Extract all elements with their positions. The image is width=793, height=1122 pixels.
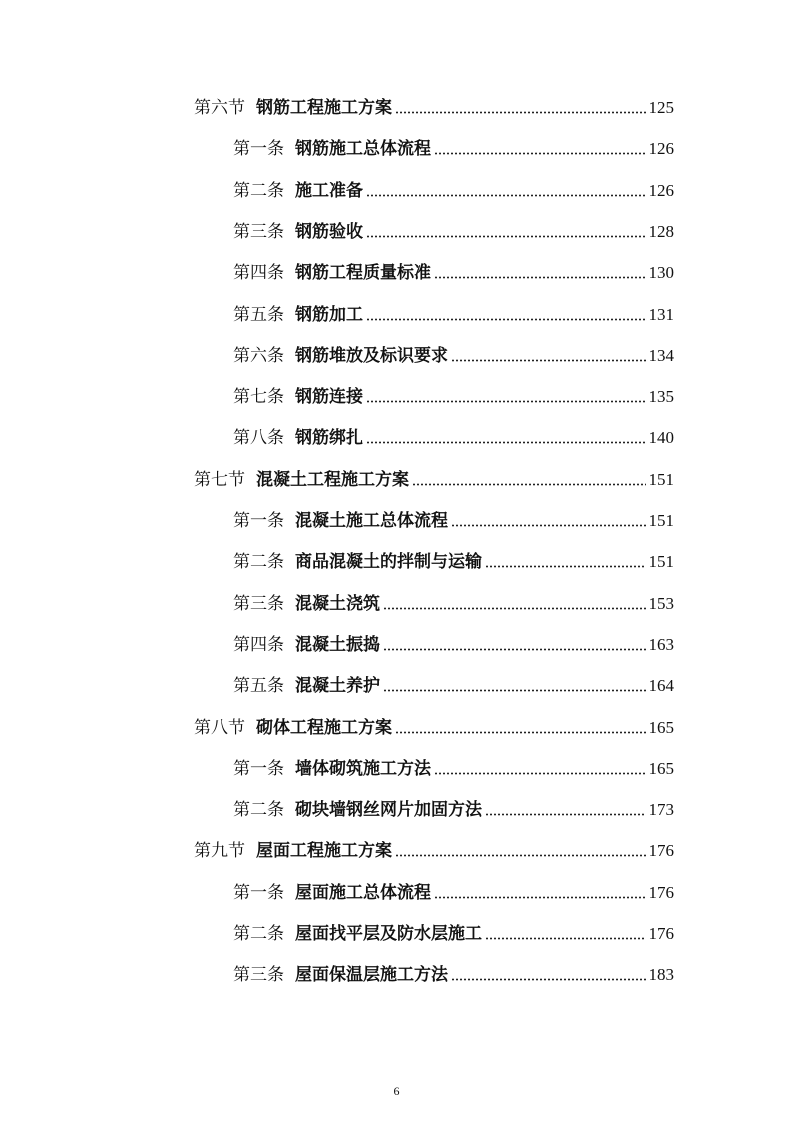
toc-entry-page: 173 bbox=[648, 800, 674, 819]
toc-entry-number: 第八条 bbox=[233, 428, 284, 448]
toc-entry-number: 第九节 bbox=[194, 841, 245, 861]
toc-entry-title: 屋面找平层及防水层施工 bbox=[295, 924, 482, 944]
toc-dot-leader bbox=[383, 689, 646, 692]
toc-dot-leader bbox=[485, 813, 646, 816]
toc-entry-title: 钢筋验收 bbox=[295, 222, 363, 242]
toc-dot-leader bbox=[434, 152, 646, 155]
toc-dot-leader bbox=[383, 648, 646, 651]
toc-entry-page: 176 bbox=[648, 924, 674, 943]
toc-entry-title: 混凝土工程施工方案 bbox=[256, 470, 409, 490]
toc-entry-page: 176 bbox=[648, 883, 674, 902]
toc-entry-title: 钢筋绑扎 bbox=[295, 428, 363, 448]
toc-article-entry[interactable] bbox=[233, 177, 674, 205]
toc-dot-leader bbox=[485, 565, 646, 568]
toc-entry-number: 第一条 bbox=[233, 139, 284, 159]
toc-entry-page: 130 bbox=[648, 263, 674, 282]
toc-article-entry[interactable] bbox=[233, 548, 674, 576]
toc-entry-number: 第三条 bbox=[233, 594, 284, 614]
toc-article-entry[interactable] bbox=[233, 631, 674, 659]
toc-article-entry[interactable] bbox=[233, 301, 674, 329]
toc-entry-page: 176 bbox=[648, 841, 674, 860]
toc-article-entry[interactable] bbox=[233, 218, 674, 246]
toc-entry-number: 第四条 bbox=[233, 263, 284, 283]
toc-entry-page: 153 bbox=[648, 594, 674, 613]
page-number: 6 bbox=[393, 1084, 400, 1098]
toc-entry-title: 钢筋堆放及标识要求 bbox=[295, 346, 448, 366]
toc-article-entry[interactable] bbox=[233, 342, 674, 370]
toc-entry-title: 砌块墙钢丝网片加固方法 bbox=[295, 800, 482, 820]
toc-entry-title: 混凝土养护 bbox=[295, 676, 380, 696]
toc-dot-leader bbox=[451, 524, 646, 527]
toc-entry-number: 第三条 bbox=[233, 222, 284, 242]
toc-dot-leader bbox=[434, 896, 646, 899]
toc-entry-title: 钢筋工程施工方案 bbox=[256, 98, 392, 118]
toc-entry-title: 混凝土振捣 bbox=[295, 635, 380, 655]
toc-article-entry[interactable] bbox=[233, 879, 674, 907]
toc-entry-number: 第八节 bbox=[194, 718, 245, 738]
toc-section-entry[interactable] bbox=[194, 94, 674, 122]
toc-article-entry[interactable] bbox=[233, 424, 674, 452]
toc-entry-page: 135 bbox=[648, 387, 674, 406]
toc-dot-leader bbox=[395, 731, 646, 734]
toc-entry-number: 第三条 bbox=[233, 965, 284, 985]
toc-entry-page: 134 bbox=[648, 346, 674, 365]
toc-section-entry[interactable] bbox=[194, 714, 674, 742]
toc-entry-page: 165 bbox=[648, 759, 674, 778]
toc-entry-number: 第二条 bbox=[233, 181, 284, 201]
toc-entry-title: 屋面保温层施工方法 bbox=[295, 965, 448, 985]
toc-article-entry[interactable] bbox=[233, 755, 674, 783]
toc-dot-leader bbox=[366, 235, 646, 238]
toc-dot-leader bbox=[451, 978, 646, 981]
toc-entry-title: 钢筋施工总体流程 bbox=[295, 139, 431, 159]
toc-entry-title: 钢筋加工 bbox=[295, 305, 363, 325]
toc-entry-page: 151 bbox=[648, 470, 674, 489]
toc-article-entry[interactable] bbox=[233, 259, 674, 287]
toc-entry-title: 钢筋工程质量标准 bbox=[295, 263, 431, 283]
toc-entry-page: 126 bbox=[648, 139, 674, 158]
toc-entry-page: 165 bbox=[648, 718, 674, 737]
toc-entry-page: 128 bbox=[648, 222, 674, 241]
toc-article-entry[interactable] bbox=[233, 796, 674, 824]
toc-entry-number: 第七条 bbox=[233, 387, 284, 407]
toc-entry-page: 125 bbox=[648, 98, 674, 117]
toc-entry-number: 第一条 bbox=[233, 511, 284, 531]
toc-dot-leader bbox=[395, 854, 646, 857]
toc-entry-number: 第二条 bbox=[233, 800, 284, 820]
toc-dot-leader bbox=[434, 772, 646, 775]
toc-article-entry[interactable] bbox=[233, 920, 674, 948]
toc-article-entry[interactable] bbox=[233, 961, 674, 989]
toc-entry-page: 164 bbox=[648, 676, 674, 695]
toc-entry-page: 151 bbox=[648, 511, 674, 530]
toc-dot-leader bbox=[485, 937, 646, 940]
toc-entry-number: 第四条 bbox=[233, 635, 284, 655]
toc-entry-title: 施工准备 bbox=[295, 181, 363, 201]
toc-article-entry[interactable] bbox=[233, 383, 674, 411]
toc-entry-number: 第六节 bbox=[194, 98, 245, 118]
toc-entry-page: 151 bbox=[648, 552, 674, 571]
toc-entry-title: 混凝土施工总体流程 bbox=[295, 511, 448, 531]
toc-entry-page: 126 bbox=[648, 181, 674, 200]
toc-entry-number: 第二条 bbox=[233, 924, 284, 944]
toc-entry-page: 140 bbox=[648, 428, 674, 447]
toc-article-entry[interactable] bbox=[233, 672, 674, 700]
toc-entry-title: 混凝土浇筑 bbox=[295, 594, 380, 614]
toc-entry-page: 183 bbox=[648, 965, 674, 984]
toc-dot-leader bbox=[366, 441, 646, 444]
toc-dot-leader bbox=[366, 318, 646, 321]
toc-dot-leader bbox=[366, 194, 646, 197]
toc-dot-leader bbox=[434, 276, 646, 279]
toc-entry-number: 第五条 bbox=[233, 676, 284, 696]
toc-entry-title: 砌体工程施工方案 bbox=[256, 718, 392, 738]
toc-entry-title: 屋面施工总体流程 bbox=[295, 883, 431, 903]
toc-entry-title: 商品混凝土的拌制与运输 bbox=[295, 552, 482, 572]
toc-dot-leader bbox=[383, 607, 646, 610]
toc-dot-leader bbox=[412, 483, 646, 486]
toc-dot-leader bbox=[366, 400, 646, 403]
toc-entry-number: 第六条 bbox=[233, 346, 284, 366]
toc-section-entry[interactable] bbox=[194, 837, 674, 865]
toc-entry-number: 第一条 bbox=[233, 759, 284, 779]
toc-entry-number: 第二条 bbox=[233, 552, 284, 572]
toc-entry-page: 131 bbox=[648, 305, 674, 324]
toc-entry-number: 第五条 bbox=[233, 305, 284, 325]
toc-dot-leader bbox=[451, 359, 646, 362]
toc-entry-title: 墙体砌筑施工方法 bbox=[295, 759, 431, 779]
toc-section-entry[interactable] bbox=[194, 466, 674, 494]
toc-entry-title: 钢筋连接 bbox=[295, 387, 363, 407]
toc-entry-page: 163 bbox=[648, 635, 674, 654]
toc-article-entry[interactable] bbox=[233, 507, 674, 535]
toc-article-entry[interactable] bbox=[233, 590, 674, 618]
toc-article-entry[interactable] bbox=[233, 135, 674, 163]
toc-entry-number: 第一条 bbox=[233, 883, 284, 903]
toc-entry-number: 第七节 bbox=[194, 470, 245, 490]
toc-entry-title: 屋面工程施工方案 bbox=[256, 841, 392, 861]
toc-dot-leader bbox=[395, 111, 646, 114]
